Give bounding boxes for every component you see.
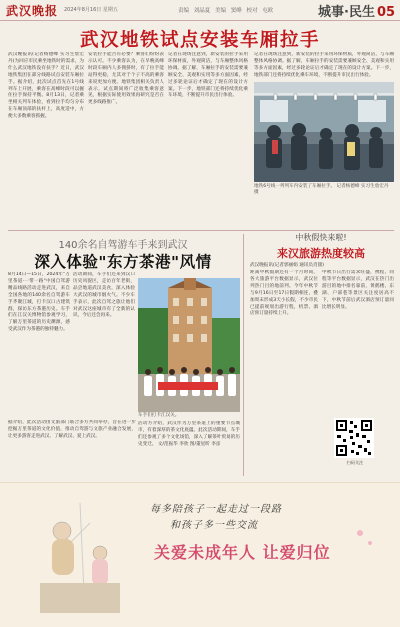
group-photo — [138, 278, 240, 412]
article2-col4: 活动方介绍，武汉作为万里茶道上的重要节点城市，有着深厚的茶文化底蕴。此次活动期间，车手们还参观了多个文化场馆，深入了解茶叶贸易的历史变迁。 文/范振华 李欣 图/董星昕 李彦 — [138, 421, 240, 447]
ad-slogan-line1: 每多陪孩子一起走过一段路 — [150, 504, 282, 515]
ad-slogan-line2: 和孩子多一些交流 — [170, 520, 258, 531]
qr-code[interactable] — [334, 418, 374, 458]
qr-caption: 扫码关注 — [346, 460, 364, 465]
subway-carriage-photo — [254, 82, 394, 182]
article1-col3: 记者在现场注意到，新安装的拉手采用环保材质，外观简洁，与车厢整体风格协调。据了解，车厢拉手的安装需要兼顾安全、美观和实用等多方面因素，经过多轮论证后才确定了现在的设计方案。下一步，地铁部门还将持续优化乘车环境，不断提升市民出行体验。 — [168, 52, 248, 99]
article3-headline: 来汉旅游热度较高 — [277, 247, 365, 260]
article1-caption: 地铁6号线一列列车内安装了车厢拉手。 记者杨德峰 实习生詹宏丹 摄 — [254, 184, 389, 195]
newspaper-logo: 武汉晚报 — [6, 4, 59, 18]
article3-body1: 距离中秋假期还有一个月时间，各大旅游平台数据显示，武汉位列热门目的地前列。今年中秋节与9月16日至17日假期相连，叠加周末形成3天小长假，不少市民已提前规划出游行程，机票、酒店预订量持续上升。 — [250, 270, 318, 317]
page-label — [318, 1, 395, 20]
section-name: 城事·民生 — [318, 5, 375, 20]
editor-credits: 责编 刘晶夏 美编 窦峰 校对 屯欧 — [178, 8, 274, 14]
article2-col1: 8月14日—15日，2024年"万里茶道·一带一路"中国自驾游精品线路活动走进武汉，来自全国各地的140余名自驾游车手齐聚江城，打卡汉口古建筑群，探访东方茶港历史。车手们在江汉关博物馆参观学习，了解万里茶道的历史渊源，感受武汉作为茶港的独特魅力。 — [8, 272, 70, 333]
article2-col2: 活动期间，车手们还来到汉口历史风貌区，走访百年老街，品尝地道武汉美食，深入体验大武汉的城市烟火气。不少车手表示，此次自驾之旅让他们对武汉这座城市有了全新的认识，今后还会再来。 — [73, 272, 135, 319]
article2-subheadline: 140余名自驾游车手来到武汉 — [58, 240, 188, 251]
article3-byline: 武汉晚报讯(记者郭丽娟 通讯员肖甜) — [250, 263, 324, 268]
issue-date: 2024年8月16日 星期五 — [64, 7, 118, 13]
article1-headline: 武汉地铁试点安装车厢拉手 — [79, 30, 320, 51]
column-divider — [243, 234, 244, 476]
article2-headline: 深入体验"东方茶港"风情 — [34, 253, 212, 271]
section-divider — [8, 230, 394, 231]
article3-subheadline: 中秋假快来啦! — [295, 233, 347, 242]
article1-col2: 安装拉手能否有必要？乘客们纷纷表示认可。不少乘客认为，在早晚高峰时段车厢内人多拥挤时，有了拉手能站得更稳，尤其对于个子不高的乘客来说更加方便。地铁集团相关负责人表示，试点期间将广泛收集乘客意见，根据实际使用效果再研究是否在更多线路推广。 — [88, 52, 164, 106]
page-number: 05 — [376, 5, 396, 20]
article1-col1: 武汉晚报讯(记者杨德峰 实习生詹宏丹)为回应市民乘坐地铁时的需求，为什么武汉地铁没有扶手？近日，武汉地铁集团在部分线路试点安装车厢拉手。据介绍，此次试点首先在1号线列车上开展，乘客在高峰时段可以握住拉手保持平衡。8月13日，记者乘坐相关列车体验，看到拉手均匀分布在车厢顶部的扶杆上，高度适中，方便大多数乘客抓握。 — [8, 52, 84, 120]
ad-title: 关爱未成年人 让爱归位 — [154, 543, 331, 562]
article3-body2: 中秋节日出行需求旺盛，携程、同程等平台数据显示，武汉在热门出游目的地中排名靠前，黄鹤楼、东湖、户部巷等景区关注度居高不下，中秋节前后武汉酒店预订量同比增长明显。 — [322, 270, 394, 310]
article1-col4: 记者在现场注意到，新安装的拉手采用环保材质，外观简洁，与车厢整体风格协调。据了解，车厢拉手的安装需要兼顾安全、美观和实用等多方面因素，经过多轮论证后才确定了现在的设计方案。下一步，地铁部门还将持续优化乘车环境，不断提升市民出行体验。 — [254, 52, 394, 78]
article2-col3: 据介绍，此次活动由文旅部门联合多方共同举办，旨在进一步挖掘万里茶道的文化价值，推动自驾游与文旅产业融合发展，让更多游客走进武汉、了解武汉、爱上武汉。 — [8, 420, 136, 439]
article2-caption: 车手们打卡江汉关。 — [138, 413, 180, 418]
